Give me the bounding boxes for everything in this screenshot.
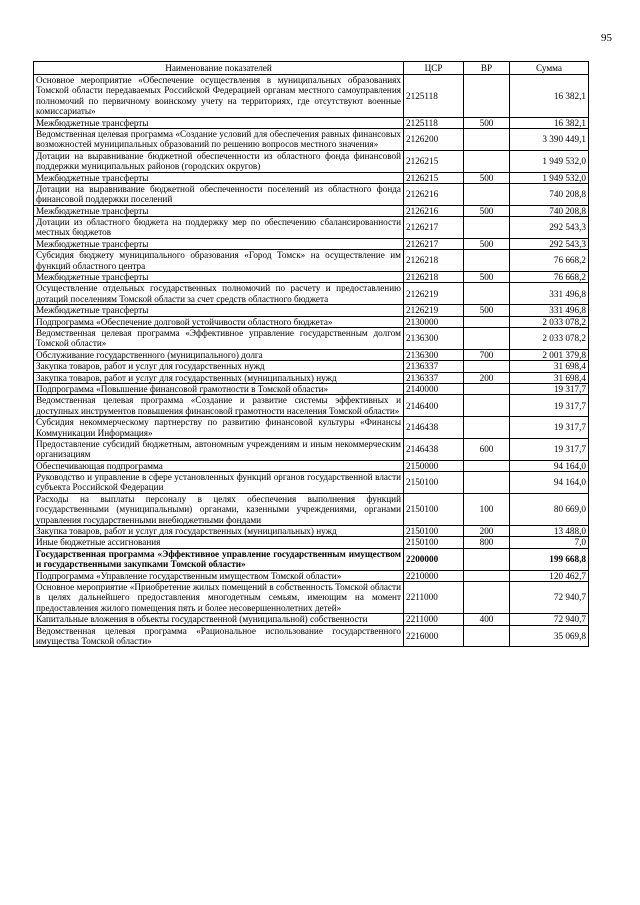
row-csr-cell: 2216000	[404, 625, 464, 647]
row-vr-cell	[464, 625, 510, 647]
table-row	[34, 493, 589, 525]
row-name-cell: Субсидия некоммерческому партнерству по развитию финансовой культуры «Финансы Коммуникации Информация»	[34, 417, 404, 439]
table-row	[34, 349, 589, 360]
row-sum-cell: 31 698,4	[510, 361, 589, 372]
row-csr-cell: 2126200	[404, 128, 464, 150]
row-name-cell: Дотации на выравнивание бюджетной обеспеченности из областного фонда финансовой поддержки муниципальных районов (городских округов)	[34, 150, 404, 172]
row-vr-cell: 500	[464, 238, 510, 249]
row-vr-cell	[464, 327, 510, 349]
row-name-cell: Подпрограмма «Повышение финансовой грамотности в Томской области»	[34, 383, 404, 394]
row-csr-cell: 2150000	[404, 460, 464, 471]
row-vr-cell	[464, 361, 510, 372]
row-vr-cell: 500	[464, 305, 510, 316]
row-sum-cell: 3 390 449,1	[510, 128, 589, 150]
row-vr-cell	[464, 570, 510, 581]
table-row	[34, 417, 589, 439]
row-sum-cell: 292 543,3	[510, 217, 589, 239]
row-name-cell: Руководство и управление в сфере установленных функций органов государственной власти субъекта Российской Федерации	[34, 472, 404, 494]
row-name-cell: Закупка товаров, работ и услуг для государственных (муниципальных) нужд	[34, 372, 404, 383]
table-row	[34, 625, 589, 647]
row-sum-cell: 72 940,7	[510, 581, 589, 613]
row-csr-cell: 2136337	[404, 372, 464, 383]
row-name-cell: Подпрограмма «Обеспечение долговой устойчивости областного бюджета»	[34, 316, 404, 327]
budget-table	[33, 61, 589, 647]
row-csr-cell: 2126215	[404, 150, 464, 172]
page-number: 95	[601, 32, 612, 44]
row-sum-cell: 16 382,1	[510, 75, 589, 118]
row-name-cell: Капитальные вложения в объекты государственной (муниципальной) собственности	[34, 614, 404, 625]
table-row	[34, 537, 589, 548]
row-sum-cell: 80 669,0	[510, 493, 589, 525]
row-sum-cell: 740 208,8	[510, 205, 589, 216]
row-name-cell: Ведомственная целевая программа «Эффективное управление государственным долгом Томской области»	[34, 327, 404, 349]
row-vr-cell	[464, 183, 510, 205]
row-sum-cell: 331 496,8	[510, 305, 589, 316]
table-row	[34, 526, 589, 537]
row-csr-cell: 2130000	[404, 316, 464, 327]
row-sum-cell: 199 668,8	[510, 548, 589, 570]
table-row	[34, 460, 589, 471]
row-csr-cell: 2136337	[404, 361, 464, 372]
row-sum-cell: 19 317,7	[510, 438, 589, 460]
row-vr-cell: 800	[464, 537, 510, 548]
row-csr-cell: 2150100	[404, 526, 464, 537]
row-vr-cell	[464, 75, 510, 118]
row-csr-cell: 2126216	[404, 183, 464, 205]
row-name-cell: Обеспечивающая подпрограмма	[34, 460, 404, 471]
row-vr-cell	[464, 250, 510, 272]
row-sum-cell: 2 001 379,8	[510, 349, 589, 360]
table-row	[34, 305, 589, 316]
row-sum-cell: 1 949 532,0	[510, 150, 589, 172]
table-row	[34, 614, 589, 625]
row-sum-cell: 19 317,7	[510, 383, 589, 394]
row-name-cell: Межбюджетные трансферты	[34, 305, 404, 316]
row-name-cell: Межбюджетные трансферты	[34, 117, 404, 128]
row-sum-cell: 331 496,8	[510, 283, 589, 305]
row-vr-cell: 500	[464, 205, 510, 216]
table-row	[34, 150, 589, 172]
row-vr-cell: 400	[464, 614, 510, 625]
row-csr-cell: 2150100	[404, 472, 464, 494]
table-row	[34, 581, 589, 613]
table-row	[34, 316, 589, 327]
row-csr-cell: 2126218	[404, 272, 464, 283]
row-csr-cell: 2126218	[404, 250, 464, 272]
row-csr-cell: 2126217	[404, 217, 464, 239]
row-csr-cell: 2126217	[404, 238, 464, 249]
row-vr-cell	[464, 128, 510, 150]
table-row	[34, 117, 589, 128]
header-name: Наименование показателей	[34, 62, 404, 75]
header-csr: ЦСР	[404, 62, 464, 75]
row-sum-cell: 16 382,1	[510, 117, 589, 128]
table-row	[34, 283, 589, 305]
table-row	[34, 172, 589, 183]
row-name-cell: Ведомственная целевая программа «Создание и развитие системы эффективных и доступных инструментов повышения финансовой грамотности населения Томской области»	[34, 395, 404, 417]
row-vr-cell: 200	[464, 372, 510, 383]
row-csr-cell: 2150100	[404, 537, 464, 548]
row-csr-cell: 2146438	[404, 417, 464, 439]
row-sum-cell: 13 488,0	[510, 526, 589, 537]
row-csr-cell: 2125118	[404, 117, 464, 128]
row-name-cell: Межбюджетные трансферты	[34, 172, 404, 183]
row-name-cell: Предоставление субсидий бюджетным, автономным учреждениям и иным некоммерческим организациям	[34, 438, 404, 460]
table-row	[34, 238, 589, 249]
table-row	[34, 395, 589, 417]
row-name-cell: Государственная программа «Эффективное управление государственным имуществом и государственными закупками Томской области»	[34, 548, 404, 570]
row-sum-cell: 31 698,4	[510, 372, 589, 383]
row-name-cell: Ведомственная целевая программа «Создание условий для обеспечения равных финансовых возможностей муниципальных образований по решению вопросов местного значения»	[34, 128, 404, 150]
row-csr-cell: 2136300	[404, 327, 464, 349]
row-vr-cell	[464, 150, 510, 172]
table-row	[34, 372, 589, 383]
table-row	[34, 548, 589, 570]
row-vr-cell	[464, 548, 510, 570]
row-sum-cell: 1 949 532,0	[510, 172, 589, 183]
header-sum: Сумма	[510, 62, 589, 75]
row-name-cell: Закупка товаров, работ и услуг для государственных нужд	[34, 361, 404, 372]
row-vr-cell: 100	[464, 493, 510, 525]
row-sum-cell: 94 164,0	[510, 460, 589, 471]
row-csr-cell: 2211000	[404, 614, 464, 625]
row-csr-cell: 2125118	[404, 75, 464, 118]
row-name-cell: Межбюджетные трансферты	[34, 238, 404, 249]
row-sum-cell: 740 208,8	[510, 183, 589, 205]
table-row	[34, 75, 589, 118]
row-csr-cell: 2146400	[404, 395, 464, 417]
row-csr-cell: 2140000	[404, 383, 464, 394]
row-vr-cell: 200	[464, 526, 510, 537]
row-csr-cell: 2126219	[404, 305, 464, 316]
row-name-cell: Межбюджетные трансферты	[34, 205, 404, 216]
row-name-cell: Дотации из областного бюджета на поддержку мер по обеспечению сбалансированности местных бюджетов	[34, 217, 404, 239]
row-name-cell: Расходы на выплаты персоналу в целях обеспечения выполнения функций государственными (муниципальными) органами, казенными учреждениями, органами управления государственными внебюджетными фондами	[34, 493, 404, 525]
row-vr-cell: 700	[464, 349, 510, 360]
header-vr: ВР	[464, 62, 510, 75]
table-row	[34, 438, 589, 460]
row-csr-cell: 2126216	[404, 205, 464, 216]
row-csr-cell: 2146438	[404, 438, 464, 460]
row-vr-cell: 500	[464, 272, 510, 283]
row-vr-cell: 500	[464, 117, 510, 128]
row-vr-cell	[464, 316, 510, 327]
row-sum-cell: 19 317,7	[510, 395, 589, 417]
row-vr-cell: 500	[464, 172, 510, 183]
row-sum-cell: 2 033 078,2	[510, 327, 589, 349]
row-sum-cell: 2 033 078,2	[510, 316, 589, 327]
row-vr-cell	[464, 395, 510, 417]
row-name-cell: Иные бюджетные ассигнования	[34, 537, 404, 548]
table-row	[34, 128, 589, 150]
row-vr-cell	[464, 581, 510, 613]
row-vr-cell	[464, 417, 510, 439]
table-row	[34, 250, 589, 272]
row-name-cell: Субсидия бюджету муниципального образования «Город Томск» на осуществление им функций областного центра	[34, 250, 404, 272]
row-vr-cell	[464, 383, 510, 394]
row-name-cell: Межбюджетные трансферты	[34, 272, 404, 283]
row-csr-cell: 2200000	[404, 548, 464, 570]
row-vr-cell	[464, 283, 510, 305]
row-csr-cell: 2211000	[404, 581, 464, 613]
table-row	[34, 361, 589, 372]
row-vr-cell	[464, 460, 510, 471]
table-row	[34, 217, 589, 239]
row-name-cell: Ведомственная целевая программа «Рациональное использование государственного имущества Томской области»	[34, 625, 404, 647]
row-csr-cell: 2150100	[404, 493, 464, 525]
row-sum-cell: 292 543,3	[510, 238, 589, 249]
table-header-row	[34, 62, 589, 75]
row-sum-cell: 76 668,2	[510, 272, 589, 283]
table-row	[34, 472, 589, 494]
row-name-cell: Осуществление отдельных государственных полномочий по расчету и предоставлению дотаций поселениям Томской области за счет средств областного бюджета	[34, 283, 404, 305]
row-vr-cell: 600	[464, 438, 510, 460]
row-sum-cell: 7,0	[510, 537, 589, 548]
row-name-cell: Обслуживание государственного (муниципального) долга	[34, 349, 404, 360]
row-name-cell: Основное мероприятие «Обеспечение осуществления в муниципальных образованиях Томской области передаваемых Российской Федерацией органам местного самоуправления полномочий по первичному воинскому учету на территориях, где отсутствуют военные комиссариаты»	[34, 75, 404, 118]
row-csr-cell: 2136300	[404, 349, 464, 360]
row-name-cell: Закупка товаров, работ и услуг для государственных (муниципальных) нужд	[34, 526, 404, 537]
table-row	[34, 383, 589, 394]
row-sum-cell: 19 317,7	[510, 417, 589, 439]
table-row	[34, 570, 589, 581]
row-name-cell: Основное мероприятие «Приобретение жилых помещений в собственность Томской области в целях дальнейшего предоставления многодетным семьям, имеющим на момент предоставления жилого помещения пять и более несовершеннолетних детей»	[34, 581, 404, 613]
table-row	[34, 272, 589, 283]
row-csr-cell: 2126219	[404, 283, 464, 305]
row-sum-cell: 94 164,0	[510, 472, 589, 494]
row-sum-cell: 35 069,8	[510, 625, 589, 647]
table-row	[34, 327, 589, 349]
row-sum-cell: 72 940,7	[510, 614, 589, 625]
table-row	[34, 205, 589, 216]
row-csr-cell: 2210000	[404, 570, 464, 581]
row-csr-cell: 2126215	[404, 172, 464, 183]
row-vr-cell	[464, 472, 510, 494]
row-vr-cell	[464, 217, 510, 239]
table-row	[34, 183, 589, 205]
row-sum-cell: 120 462,7	[510, 570, 589, 581]
row-name-cell: Дотации на выравнивание бюджетной обеспеченности поселений из областного фонда финансовой поддержки поселений	[34, 183, 404, 205]
row-sum-cell: 76 668,2	[510, 250, 589, 272]
row-name-cell: Подпрограмма «Управление государственным имуществом Томской области»	[34, 570, 404, 581]
